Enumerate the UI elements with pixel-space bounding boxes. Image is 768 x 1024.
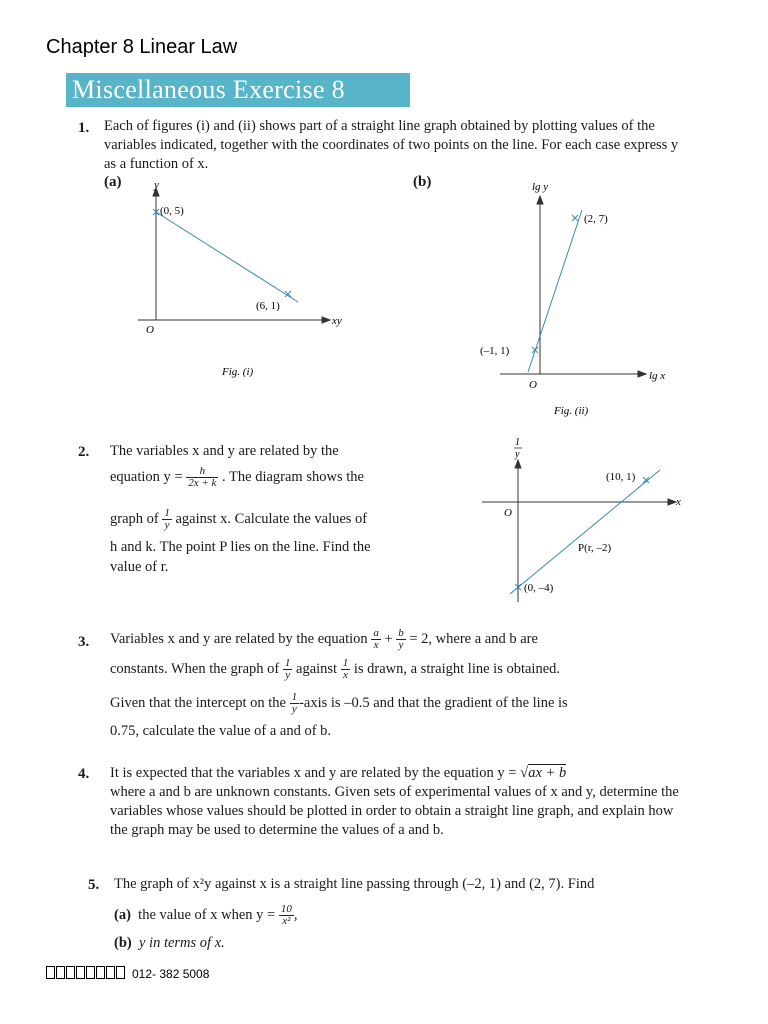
q3-plus: + bbox=[384, 630, 393, 647]
fig2-point-2: (–1, 1) bbox=[480, 345, 510, 357]
q5-b-label: (b) bbox=[114, 935, 132, 951]
sqrt-icon: √ bbox=[520, 765, 529, 781]
exercise-banner bbox=[66, 73, 410, 107]
q3-l2a: constants. When the graph of bbox=[110, 660, 280, 677]
fig2-y-arrow bbox=[537, 196, 543, 204]
q3-frac-b-y: $\frac{b}{y}$ bbox=[398, 627, 404, 651]
fig1-point-1: (0, 5) bbox=[160, 205, 184, 217]
fig1-x-arrow bbox=[322, 317, 330, 323]
q1-number: 1. bbox=[78, 120, 90, 136]
q1-part-b: (b) bbox=[413, 174, 432, 190]
fig1-point-2: (6, 1) bbox=[256, 300, 280, 312]
fig2-x-arrow bbox=[638, 371, 646, 377]
q3-l3a: Given that the intercept on the bbox=[110, 694, 286, 711]
q2-number: 2. bbox=[78, 444, 90, 460]
q3-l1a: Variables x and y are related by the equation bbox=[110, 630, 368, 647]
fig3-y-num: 1 bbox=[515, 437, 520, 448]
q5-line-1: The graph of x²y against x is a straight line passing through (–2, 1) and (2, 7). Find bbox=[114, 876, 595, 892]
fig3-point-1: (10, 1) bbox=[606, 471, 636, 483]
fig3-y-arrow bbox=[515, 460, 521, 468]
q5-frac: $\frac{10}{\text{x²}}$ bbox=[280, 903, 292, 927]
fig2-line bbox=[528, 210, 582, 372]
fig1-caption: Fig. (i) bbox=[222, 366, 254, 378]
q4-sqrt-body: ax + b bbox=[528, 765, 567, 781]
q5-a-tail: , bbox=[293, 906, 298, 923]
q4-line-1 bbox=[110, 764, 566, 783]
q2-against: against x. Calculate the values of bbox=[175, 510, 368, 527]
q2-line-1: The variables x and y are related by the bbox=[110, 443, 339, 459]
fig1-y-label: y bbox=[154, 179, 159, 191]
q3-l2c: is drawn, a straight line is obtained. bbox=[353, 660, 561, 677]
q2-line-4: h and k. The point P lies on the line. Find the bbox=[110, 539, 371, 555]
fig3-origin: O bbox=[504, 507, 512, 519]
fig2-x-label: lg x bbox=[649, 370, 666, 382]
q5-b-text: y in terms of x. bbox=[138, 935, 225, 951]
q2-eq-suffix: . The diagram shows the bbox=[222, 468, 364, 485]
fig1-point-marks bbox=[153, 209, 291, 297]
q3-frac-axis: $\frac{1}{y}$ bbox=[291, 691, 298, 715]
q3-line-1 bbox=[110, 628, 538, 651]
missing-glyph-boxes bbox=[46, 966, 126, 981]
q5-part-b bbox=[114, 934, 225, 953]
fig3-line bbox=[510, 470, 660, 594]
figure-q2 bbox=[470, 432, 690, 612]
q3-number: 3. bbox=[78, 634, 90, 650]
q5-a-label: (a) bbox=[114, 906, 131, 923]
q2-line-5: value of r. bbox=[110, 559, 169, 575]
q2-recip-fraction: $\frac{1}{y}$ bbox=[164, 507, 170, 531]
fig3-y-den: y bbox=[515, 449, 520, 460]
fig3-x-label: x bbox=[676, 496, 681, 508]
q3-frac-a-x: $\frac{a}{x}$ bbox=[373, 627, 379, 651]
q2-eq-prefix: equation y = bbox=[110, 468, 183, 485]
q1-text: Each of figures (i) and (ii) shows part of a straight line graph obtained by plotting values of the variables indicated, together with the coordinates of two points on the line. For each case express y as a function of x. bbox=[104, 118, 679, 172]
fig2-y-label: lg y bbox=[532, 181, 549, 193]
fig3-point-2: P(r, –2) bbox=[578, 542, 612, 554]
q1-part-a: (a) bbox=[104, 174, 122, 190]
q4-rest: where a and b are unknown constants. Given sets of experimental values of x and y, determine the variables whose values should be plotted in order to obtain a straight line graph, and explain how the graph may be used to determine the values of a and b. bbox=[110, 784, 679, 838]
q4-number: 4. bbox=[78, 766, 90, 782]
q2-graph-line bbox=[110, 508, 367, 531]
q2-eq-fraction: $\frac{h}{2x + k}$ bbox=[188, 465, 217, 489]
fig2-caption: Fig. (ii) bbox=[554, 405, 589, 417]
q4-l1: It is expected that the variables x and y are related by the equation y = bbox=[110, 765, 517, 781]
footer-phone: 012- 382 5008 bbox=[132, 967, 210, 981]
fig3-point-3: (0, –4) bbox=[524, 582, 554, 594]
fig1-line bbox=[156, 212, 298, 302]
figure-ii bbox=[470, 176, 690, 426]
figure-i bbox=[120, 176, 360, 386]
q3-line-3 bbox=[110, 692, 568, 715]
q3-line-4: 0.75, calculate the value of a and of b. bbox=[110, 723, 332, 739]
footer-contact bbox=[46, 966, 209, 981]
q2-equation-line bbox=[110, 466, 364, 489]
fig2-origin: O bbox=[529, 379, 537, 391]
fig3-x-arrow bbox=[668, 499, 676, 505]
q3-l3b: -axis is –0.5 and that the gradient of the line is bbox=[299, 694, 568, 711]
fig2-point-marks bbox=[532, 215, 578, 353]
q5-number: 5. bbox=[88, 877, 100, 893]
chapter-title: Chapter 8 Linear Law bbox=[46, 36, 238, 58]
q3-line-2 bbox=[110, 658, 560, 681]
q2-graph-of: graph of bbox=[110, 510, 159, 527]
q3-l2b: against bbox=[296, 660, 338, 677]
q5-part-a bbox=[114, 904, 297, 927]
q5-a-text: the value of x when y = bbox=[138, 906, 276, 923]
q3-frac-1-y: $\frac{1}{y}$ bbox=[284, 657, 291, 681]
fig2-point-1: (2, 7) bbox=[584, 213, 608, 225]
fig1-x-label: xy bbox=[332, 315, 342, 327]
fig1-origin: O bbox=[146, 324, 154, 336]
exercise-title: Miscellaneous Exercise 8 bbox=[72, 75, 345, 104]
q3-l1b: = 2, where a and b are bbox=[409, 630, 538, 647]
q3-frac-1-x: $\frac{1}{x}$ bbox=[342, 657, 349, 681]
